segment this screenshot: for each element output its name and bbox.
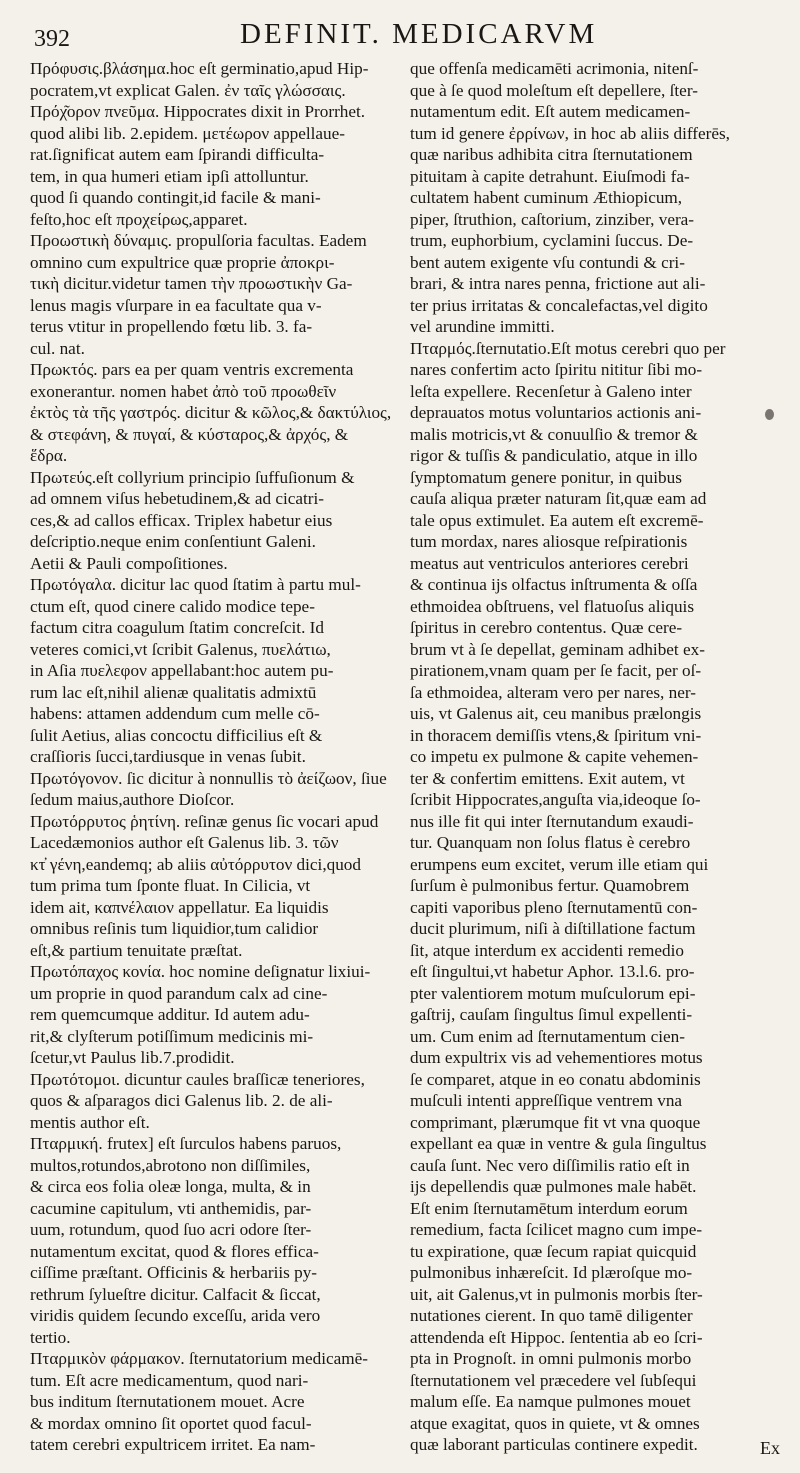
text-line: rit,& clyſterum potiſſimum medicinis mi- — [30, 1026, 314, 1046]
text-line: lenus magis vſurpare in ea facultate qua v- — [30, 295, 322, 315]
text-line: ijs depellendis quæ pulmones male habēt. — [410, 1177, 697, 1196]
text-line: quod ſi quando contingit,id facile & mani- — [30, 188, 321, 207]
text-line: atque exagitat, quos in quiete, vt & omnes — [410, 1413, 700, 1433]
right-column — [410, 58, 788, 1456]
text-line: gaſtrij, cauſam ſingultus ſimul expellenti- — [410, 1005, 693, 1024]
text-line: ducit plurimum, niſi à diſtillatione factum — [410, 919, 696, 938]
text-line: ſe comparet, atque in eo conatu abdominis — [410, 1069, 701, 1089]
text-line: ἐκτὸς τὰ τῆς γαστρός. dicitur & κῶλος,& δακτύλιος, — [30, 403, 392, 422]
dictionary-entry — [30, 961, 402, 1069]
text-line: eſt,& partium tenuitate præſtat. — [30, 940, 243, 960]
text-line: Πρόφυσις.βλάσημα.hoc eſt germinatio,apud Hip- — [30, 59, 369, 78]
text-line: Πρωκτός. pars ea per quam ventris excrementa — [30, 360, 354, 379]
text-line: que à ſe quod moleſtum eſt depellere, ſter- — [410, 80, 698, 100]
text-line: nutamentum edit. Eſt autem medicamen- — [410, 102, 691, 121]
text-line: Lacedæmonios author eſt Galenus lib. 3. τῶν — [30, 833, 339, 852]
text-line: tum mordax, nares aliosque reſpirationis — [410, 532, 688, 551]
text-line: Πρωτεύς.eſt collyrium principio ſuffuſionum & — [30, 467, 355, 487]
text-line: ſcribit Hippocrates,anguſta via,ideoque ſo- — [410, 790, 701, 809]
text-line: omnino cum expultrice quæ proprie ἀποκρι- — [30, 252, 335, 272]
text-line: malum eſſe. Ea namque pulmones mouet — [410, 1392, 691, 1411]
text-line: pocratem,vt explicat Galen. ἐν ταῖς γλώσσαις. — [30, 80, 346, 100]
text-line: malis motricis,vt & conuulſio & tremor & — [410, 424, 698, 444]
text-line: tem, in qua humeri etiam ipſi attolluntur. — [30, 166, 309, 186]
text-line: eſt ſingultui,vt habetur Aphor. 13.l.6. pro- — [410, 962, 695, 981]
dictionary-entry — [30, 811, 402, 962]
text-line: viridis quidem ſecundo exceſſu, arida vero — [30, 1306, 321, 1325]
text-line: tum prima tum ſponte fluat. In Cilicia, vt — [30, 876, 311, 895]
text-line: Πταρμός.ſternutatio.Eſt motus cerebri quo per — [410, 338, 726, 358]
text-line: expellant ea quæ in ventre & gula ſingultus — [410, 1134, 707, 1153]
text-line: ter & confertim emittens. Exit autem, vt — [410, 768, 685, 788]
text-line: ſulit Aetius, alias concoctu difficilius eſt & — [30, 725, 323, 745]
text-line: Aetii & Pauli compoſitiones. — [30, 553, 228, 573]
text-line: ter prius irritatas & concalefactas,vel digito — [410, 295, 708, 315]
text-line: cacumine capitulum, vti anthemidis, par- — [30, 1198, 312, 1218]
text-line: ſcetur,vt Paulus lib.7.prodidit. — [30, 1048, 235, 1067]
text-line: Προωστικὴ δύναμις. propulſoria facultas. Eadem — [30, 231, 367, 250]
text-line: quæ laborant particulas continere expedit. — [410, 1435, 698, 1454]
text-line: & mordax omnino ſit oportet quod facul- — [30, 1413, 312, 1433]
text-line: um. Cum enim ad ſternutamentum cien- — [410, 1026, 685, 1046]
text-line: ethmoidea obſtruens, vel flatuoſus aliquis — [410, 596, 695, 616]
text-line: ſa ethmoidea, alteram vero per nares, ner- — [410, 682, 696, 702]
text-line: que offenſa medicamēti acrimonia, nitenſ- — [410, 59, 699, 78]
catchword: Ex — [760, 1438, 780, 1458]
text-line: remedium, facta ſcilicet magno cum impe- — [410, 1220, 703, 1239]
text-line: nares confertim acto ſpiritu nititur ſibi mo- — [410, 360, 703, 379]
text-line: nutamentum excitat, quod & flores effica- — [30, 1241, 319, 1261]
text-line: ſurſum è pulmonibus fertur. Quamobrem — [410, 876, 690, 895]
text-line: ſternutationem vel præcedere vel ſubſequi — [410, 1370, 697, 1390]
dictionary-entry — [30, 467, 402, 575]
page-header — [30, 16, 780, 56]
text-line: cultatem habent cuminum Æthiopicum, — [410, 188, 683, 207]
ink-blot — [765, 409, 774, 420]
text-line: vel arundine immitti. — [410, 317, 555, 336]
text-line: in Aſia πυελεφον appellabant:hoc autem pu- — [30, 661, 334, 680]
text-line: ces,& ad callos efficax. Triplex habetur eius — [30, 510, 333, 530]
text-line: bent autem exigente vſu contundi & cri- — [410, 252, 685, 272]
text-line: feſto,hoc eſt προχείρως,apparet. — [30, 209, 248, 229]
text-line: veteres comici,vt ſcribit Galenus, πυελάτιω, — [30, 639, 331, 659]
text-line: rum lac eſt,nihil alienæ qualitatis admixtū — [30, 682, 317, 702]
text-line: quod alibi lib. 2.epidem. μετέωρον appellaue- — [30, 123, 346, 143]
text-line: Πρωτόρρυτος ῥητίνη. reſinæ genus ſic vocari apud — [30, 811, 379, 831]
text-line: rem quemcumque additur. Id autem adu- — [30, 1005, 310, 1024]
text-line: ſedum maius,authore Dioſcor. — [30, 790, 235, 809]
text-line: uum, rotundum, quod ſuo acri odore ſter- — [30, 1220, 312, 1239]
text-line: rat.ſignificat autem eam ſpirandi difficultа- — [30, 145, 325, 164]
text-line: exonerantur. nomen habet ἀπὸ τοῦ προωθεῖν — [30, 381, 337, 401]
text-line: omnibus reſinis tum liquidior,tum calidior — [30, 919, 319, 938]
text-line: trum, euphorbium, cyclamini ſuccus. De- — [410, 231, 694, 250]
text-line: pta in Prognoſt. in omni pulmonis morbo — [410, 1349, 692, 1368]
text-line: deſcriptio.neque enim conſentiunt Galeni. — [30, 532, 316, 551]
text-line: piper, ſtruthion, caſtorium, zinziber, vera- — [410, 209, 695, 229]
text-line: & στεφάνη, & πυγαί, & κύσταρος,& ἀρχός, & — [30, 424, 349, 444]
text-line: Πρωτότομοι. dicuntur caules braſſicæ teneriores, — [30, 1069, 365, 1089]
dictionary-entry — [410, 58, 788, 338]
text-line: nus ille fit qui inter ſternutandum exaudi- — [410, 811, 694, 831]
text-line: ciſſime præſtant. Officinis & herbariis py- — [30, 1263, 318, 1282]
text-line: uis, vt Galenus ait, ceu manibus prælongis — [410, 704, 702, 723]
text-line: rethrum ſylueſtre dicitur. Calfacit & ſiccat, — [30, 1284, 321, 1304]
text-line: Πρωτόπαχος κονία. hoc nomine deſignatur lixiui- — [30, 962, 371, 981]
left-column — [30, 58, 402, 1456]
text-line: um proprie in quod parandum calx ad cine- — [30, 983, 328, 1003]
dictionary-entry — [30, 1069, 402, 1134]
text-line: craſſioris ſucci,tardiusque in venas ſubit. — [30, 747, 306, 766]
text-line: mentis author eſt. — [30, 1112, 150, 1132]
text-line: quos & aſparagos dici Galenus lib. 2. de ali- — [30, 1091, 333, 1110]
text-line: ἕδρα. — [30, 446, 68, 465]
dictionary-entry — [30, 230, 402, 359]
text-line: uit, ait Galenus,vt in pulmonis morbis ſter- — [410, 1284, 703, 1304]
text-line: nutationes cierent. In quo tamē diligenter — [410, 1306, 693, 1325]
text-line: rigor & tuſſis & pandiculatio, atque in illo — [410, 446, 698, 465]
text-line: multos,rotundos,abrotono non diſſimiles, — [30, 1155, 311, 1175]
text-line: dum expultrix vis ad vehementiores motus — [410, 1048, 703, 1067]
text-line: Πταρμικὸν φάρμακον. ſternutatorium medicamē- — [30, 1349, 368, 1368]
text-line: tertio. — [30, 1327, 71, 1347]
text-line: habens: attamen addendum cum melle cō- — [30, 704, 320, 723]
text-line: muſculi intenti appreſſique ventrem vna — [410, 1091, 683, 1110]
running-head: DEFINIT. MEDICARVM — [240, 18, 598, 50]
text-line: τικὴ dicitur.videtur tamen τὴν προωστικὴν Ga- — [30, 274, 353, 293]
text-line: deprauatos motus voluntarios actionis ani- — [410, 403, 702, 422]
text-line: cul. nat. — [30, 338, 85, 358]
text-line: pirationem,vnam quam per ſe facit, per oſ- — [410, 661, 702, 680]
text-line: co impetu ex pulmone & capite vehemen- — [410, 747, 699, 766]
text-line: tum id genere ἐρρίνων, in hoc ab aliis differēs, — [410, 123, 730, 143]
text-line: pituitam à capite detrahunt. Eiuſmodi fa- — [410, 166, 690, 186]
text-line: & continua ijs olfactus inſtrumenta & oſſa — [410, 575, 698, 594]
text-line: tale opus extimulet. Ea autem eſt excremē- — [410, 510, 704, 530]
page-number: 392 — [34, 26, 70, 52]
text-line: capiti vaporibus pleno ſternutamentū con- — [410, 897, 698, 917]
text-line: tatem cerebri expultricem irritet. Ea nam- — [30, 1435, 316, 1454]
text-line: ſymptomatum genere ponitur, in quibus — [410, 467, 682, 487]
text-line: cauſa ſunt. Nec vero diſſimilis ratio eſt in — [410, 1155, 690, 1175]
dictionary-entry — [30, 574, 402, 768]
dictionary-entry — [30, 768, 402, 811]
dictionary-entry — [30, 1133, 402, 1348]
dictionary-entry — [30, 359, 402, 467]
text-line: tu expiratione, quæ ſecum rapiat quicquid — [410, 1241, 697, 1261]
text-line: ſpiritus in cerebro contentus. Quæ cere- — [410, 618, 683, 637]
text-line: leſta expellere. Recenſetur à Galeno inter — [410, 381, 692, 401]
text-line: in thoracem demiſſis vtens,& ſpiritum vni- — [410, 725, 702, 745]
text-line: idem ait, καπνέλαιον appellatur. Ea liquidis — [30, 897, 329, 917]
text-line: Πρωτόγαλα. dicitur lac quod ſtatim à partu mul- — [30, 575, 361, 594]
text-line: terus vtitur in propellendo fœtu lib. 3. fa- — [30, 317, 313, 336]
text-line: meatus aut ventriculos anteriores cerebri — [410, 553, 689, 573]
text-line: tur. Quanquam non ſolus flatus è cerebro — [410, 833, 691, 852]
text-line: bus inditum ſternutationem mouet. Acre — [30, 1392, 305, 1411]
dictionary-entry — [410, 338, 788, 1456]
text-line: factum citra coagulum ſtatim concreſcit. Id — [30, 618, 324, 637]
text-line: & circa eos folia oleæ longa, multa, & in — [30, 1177, 311, 1196]
text-line: ſit, atque interdum ex accidenti remedio — [410, 940, 684, 960]
dictionary-entry — [30, 1348, 402, 1456]
text-line: comprimant, plærumque fit vt vna quoque — [410, 1112, 701, 1132]
dictionary-entry — [30, 58, 402, 230]
text-line: cauſa aliqua præter naturam ſit,quæ eam ad — [410, 489, 707, 508]
text-line: quæ naribus adhibita citra ſternutationem — [410, 145, 693, 164]
text-line: ctum eſt, quod cinere calido modice tepe- — [30, 596, 315, 616]
text-line: pulmonibus inhæreſcit. Id plæroſque mo- — [410, 1263, 693, 1282]
text-line: tum. Eſt acre medicamentum, quod nari- — [30, 1370, 309, 1390]
text-line: κτ̓ γένη,eandemq; ab aliis αὐτόρρυτον dici,quod — [30, 854, 361, 874]
text-line: brum vt à ſe depellat, geminam adhibet ex- — [410, 639, 705, 659]
text-line: pter valentiorem motum muſculorum epi- — [410, 983, 696, 1003]
text-line: brari, & intra nares penna, frictione aut ali- — [410, 274, 706, 293]
text-line: Πρωτόγονον. ſic dicitur à nonnullis τὸ ἀείζωον, ſiue — [30, 768, 387, 788]
text-line: Πρόχ͂ορον πνεῦμα. Hippocrates dixit in Prorrhet. — [30, 102, 366, 121]
text-line: erumpens eum excitet, verum ille etiam qui — [410, 854, 709, 874]
text-line: attendenda eſt Hippoc. ſententia ab eo ſcri- — [410, 1327, 703, 1347]
text-line: ad omnem viſus hebetudinem,& ad cicatri- — [30, 489, 325, 508]
text-line: Πταρμική. frutex] eſt ſurculos habens paruos, — [30, 1134, 342, 1153]
text-line: Eſt enim ſternutamētum interdum eorum — [410, 1198, 688, 1218]
